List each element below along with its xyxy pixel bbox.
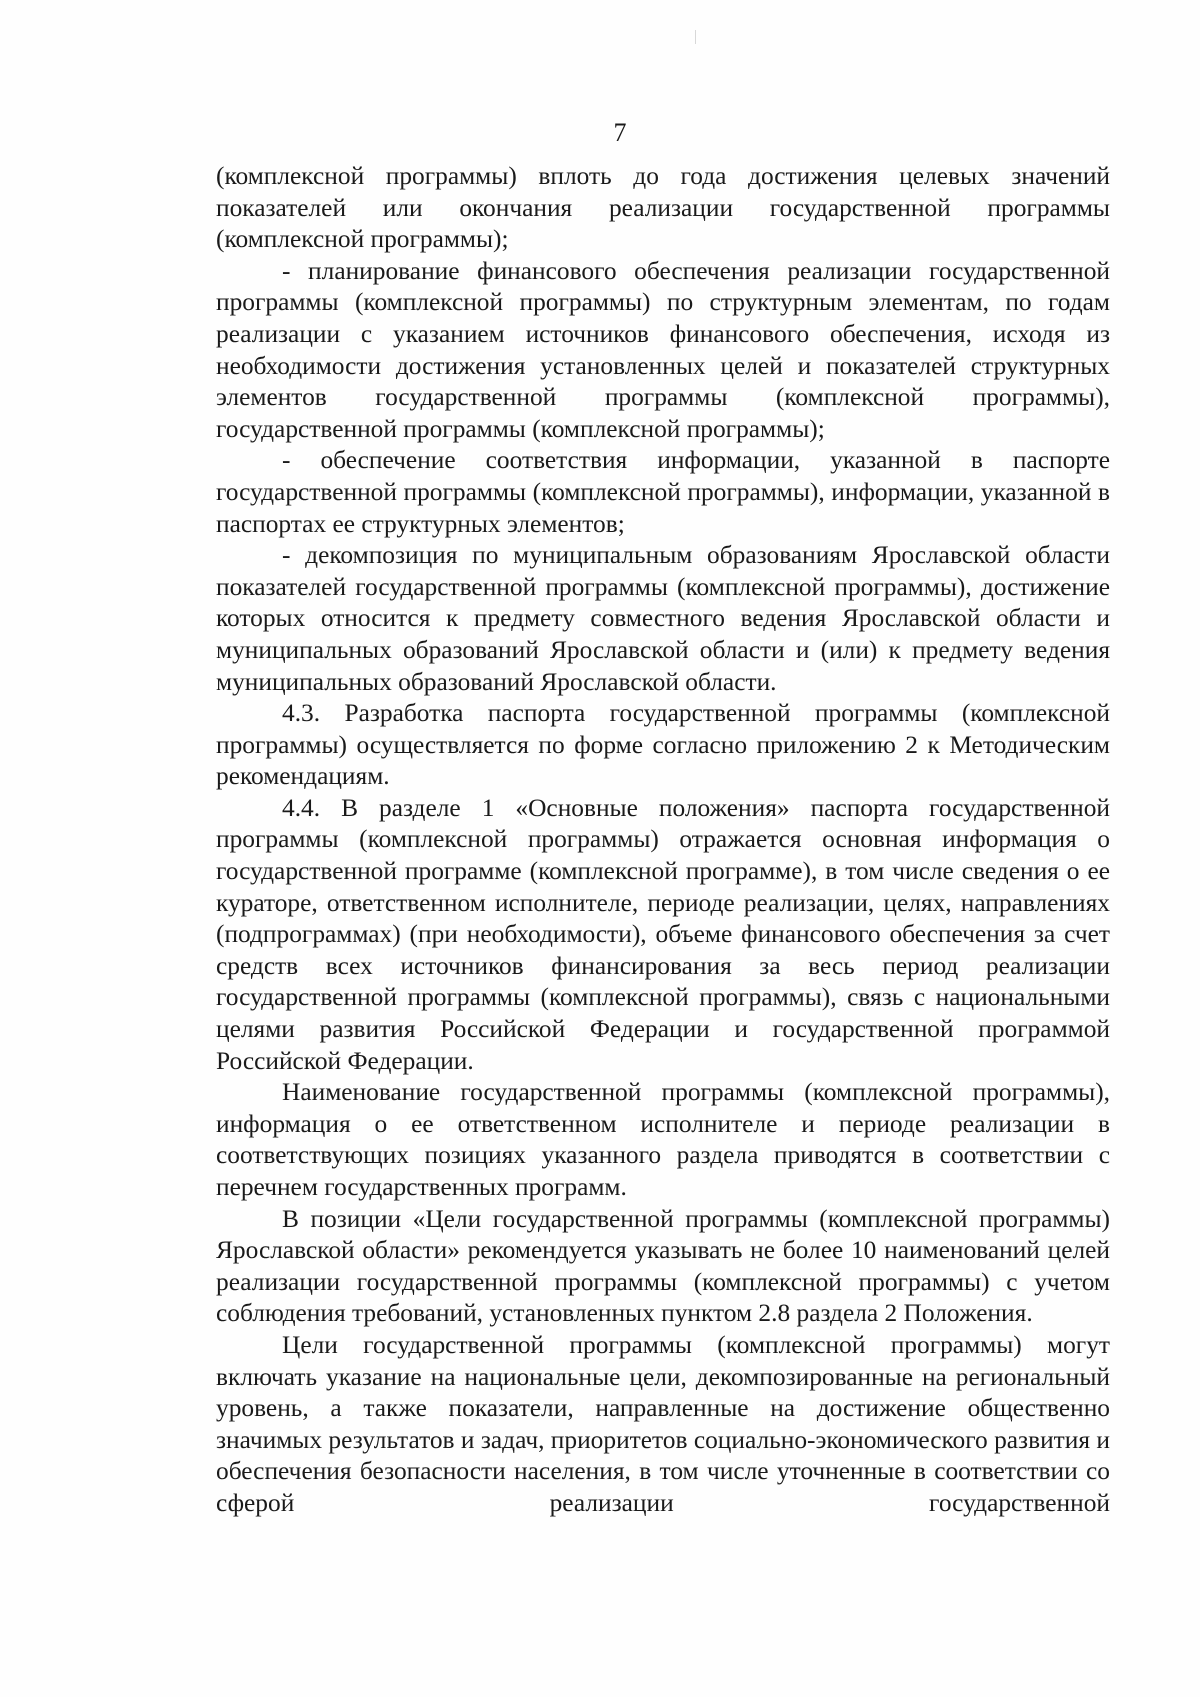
paragraph-financial-planning: - планирование финансового обеспечения реализации государственной программы (комплексной программы) по структурным элементам, по годам реализации с указанием источников финансового обеспечения, исходя из необходимости достижения установленных целей и показателей структурных элементов государственной программы (комплексной программы), государственной программы (комплексной программы); bbox=[216, 256, 1110, 443]
paragraph-passport-consistency: - обеспечение соответствия информации, указанной в паспорте государственной программы (комплексной программы), информации, указанной в паспортах ее структурных элементов; bbox=[216, 446, 1110, 538]
paragraph-name-info: Наименование государственной программы (комплексной программы), информация о ее ответственном исполнителе и периоде реализации в соответствующих позициях указанного раздела приводятся в соответствии с перечнем государственных программ. bbox=[216, 1078, 1110, 1201]
paragraph-4-3: 4.3. Разработка паспорта государственной программы (комплексной программы) осуществляется по форме согласно приложению 2 к Методическим рекомендациям. bbox=[216, 699, 1110, 791]
paragraph-4-4: 4.4. В разделе 1 «Основные положения» паспорта государственной программы (комплексной программы) отражается основная информация о государственной программе (комплексной программе), в том числе сведения о ее кураторе, ответственном исполнителе, периоде реализации, целях, направлениях (подпрограммах) (при необходимости), объеме финансового обеспечения за счет средств всех источников финансирования за весь период реализации государственной программы (комплексной программы), связь с национальными целями развития Российской Федерации и государственной программой Российской Федерации. bbox=[216, 793, 1110, 1075]
scan-artifact bbox=[695, 30, 696, 44]
body-text bbox=[216, 161, 1110, 1520]
paragraph-goals-may-include: Цели государственной программы (комплексной программы) могут включать указание на национальные цели, декомпозированные на региональный уровень, а также показатели, направленные на достижение общественно значимых результатов и задач, приоритетов социально-экономического развития и обеспечения безопасности населения, в том числе уточненные в соответствии со сферой реализации государственной bbox=[216, 1330, 1110, 1517]
paragraph-decomposition: - декомпозиция по муниципальным образованиям Ярославской области показателей государственной программы (комплексной программы), достижение которых относится к предмету совместного ведения Ярославской области и муниципальных образований Ярославской области и (или) к предмету ведения муниципальных образований Ярославской области. bbox=[216, 541, 1110, 696]
page-number: 7 bbox=[613, 118, 627, 147]
paragraph-goals-position: В позиции «Цели государственной программы (комплексной программы) Ярославской области» рекомендуется указывать не более 10 наименований целей реализации государственной программы (комплексной программы) с учетом соблюдения требований, установленных пунктом 2.8 раздела 2 Положения. bbox=[216, 1204, 1110, 1328]
paragraph-continuation: (комплексной программы) вплоть до года достижения целевых значений показателей или окончания реализации государственной программы (комплексной программы); bbox=[216, 162, 1110, 254]
